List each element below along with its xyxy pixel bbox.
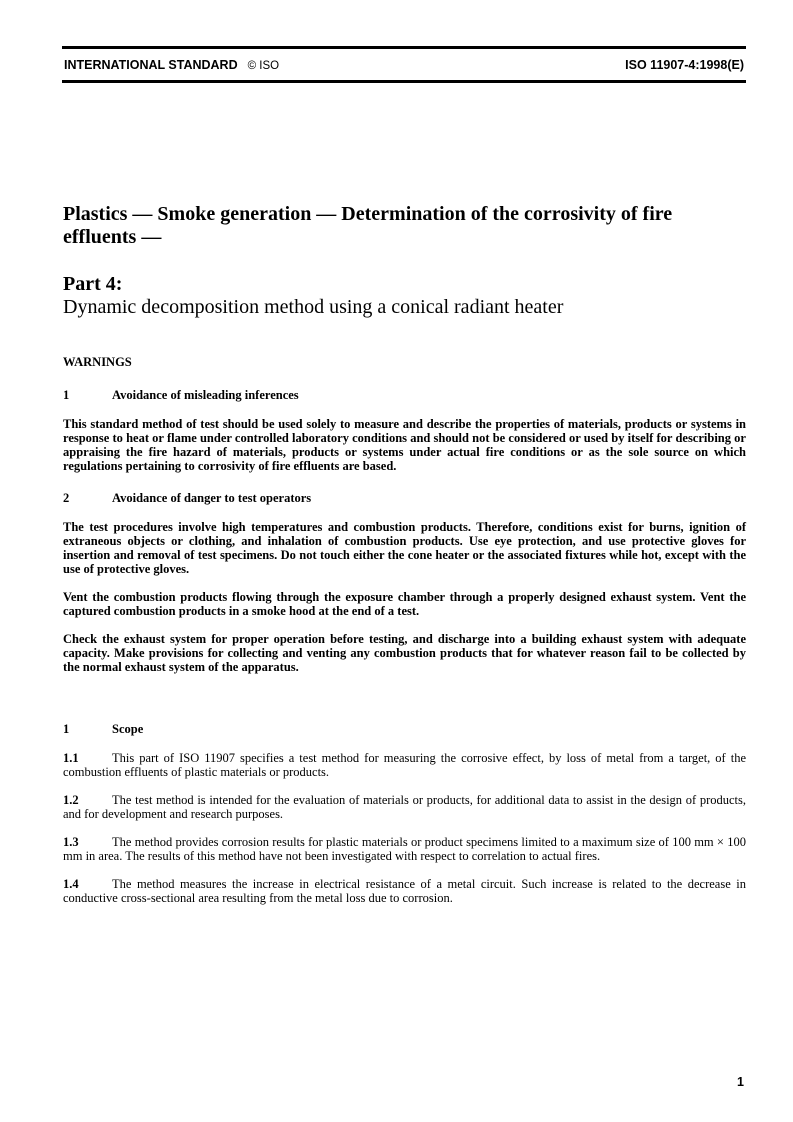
clause-number: 1.3 xyxy=(63,835,79,849)
warning-1-number: 1 xyxy=(63,388,70,402)
scope-number: 1 xyxy=(63,722,70,736)
scope-clause-1-4 xyxy=(63,877,746,905)
scope-clause-1-1 xyxy=(63,751,746,779)
warning-2-paragraph-1: The test procedures involve high temperatures and combustion products. Therefore, conditions exist for burns, ignition of extraneous objects or clothing, and inhalation of combustion products. Use eye protection, and use protective gloves for insertion and removal of test specimens. Do not touch either the cone heater or the associated fixtures while hot, except with the use of protective gloves. xyxy=(63,520,746,576)
warning-2-heading xyxy=(63,491,746,506)
part-subtitle: Dynamic decomposition method using a conical radiant heater xyxy=(63,296,564,318)
document-title: Plastics — Smoke generation — Determination of the corrosivity of fire effluents — xyxy=(63,203,673,248)
clause-number: 1.2 xyxy=(63,793,79,807)
header-left xyxy=(64,58,279,72)
clause-text: The method measures the increase in electrical resistance of a metal circuit. Such increase is related to the decrease in conductive cross-sectional area resulting from the metal loss due to corrosion. xyxy=(63,877,746,905)
warning-2-title: Avoidance of danger to test operators xyxy=(112,491,312,505)
header-copyright: © ISO xyxy=(247,60,280,72)
warning-2-number: 2 xyxy=(63,491,70,505)
page-header xyxy=(64,58,744,72)
scope-clause-1-3 xyxy=(63,835,746,863)
clause-text: The method provides corrosion results for plastic materials or product specimens limited to a maximum size of 100 mm × 100 mm in area. The results of this method have not been investigated with respect to correlation to actual fires. xyxy=(63,835,746,863)
scope-heading xyxy=(63,722,746,737)
header-bottom-rule xyxy=(62,80,746,83)
clause-text: The test method is intended for the evaluation of materials or products, for additional data to assist in the design of products, and for development and research purposes. xyxy=(63,793,746,821)
warning-1-paragraph: This standard method of test should be used solely to measure and describe the properties of materials, products or systems in response to heat or flame under controlled laboratory conditions and should not be considered or used by itself for describing or appraising the fire hazard of materials, products or systems under actual fire conditions or as the sole source on which regulations pertaining to corrosivity of fire effluents are based. xyxy=(63,417,746,473)
warning-1-title: Avoidance of misleading inferences xyxy=(112,388,299,402)
header-top-rule xyxy=(62,46,746,49)
document-body xyxy=(63,203,746,905)
warnings-heading: WARNINGS xyxy=(63,355,132,369)
scope-title: Scope xyxy=(112,722,144,736)
warning-2-paragraph-2: Vent the combustion products flowing through the exposure chamber through a properly designed exhaust system. Vent the captured combustion products in a smoke hood at the end of a test. xyxy=(63,590,746,618)
warning-1-heading xyxy=(63,388,746,403)
header-standard-type: INTERNATIONAL STANDARD xyxy=(64,58,238,72)
part-label: Part 4: xyxy=(63,273,123,295)
clause-number: 1.4 xyxy=(63,877,79,891)
clause-number: 1.1 xyxy=(63,751,79,765)
scope-clause-1-2 xyxy=(63,793,746,821)
header-document-id: ISO 11907-4:1998(E) xyxy=(625,58,744,72)
page-number: 1 xyxy=(737,1075,744,1089)
clause-text: This part of ISO 11907 specifies a test method for measuring the corrosive effect, by loss of metal from a target, of the combustion effluents of plastic materials or products. xyxy=(63,751,746,779)
warning-2-paragraph-3: Check the exhaust system for proper operation before testing, and discharge into a building exhaust system with adequate capacity. Make provisions for collecting and venting any combustion products that for whatever reason fail to be collected by the normal exhaust system of the apparatus. xyxy=(63,632,746,674)
